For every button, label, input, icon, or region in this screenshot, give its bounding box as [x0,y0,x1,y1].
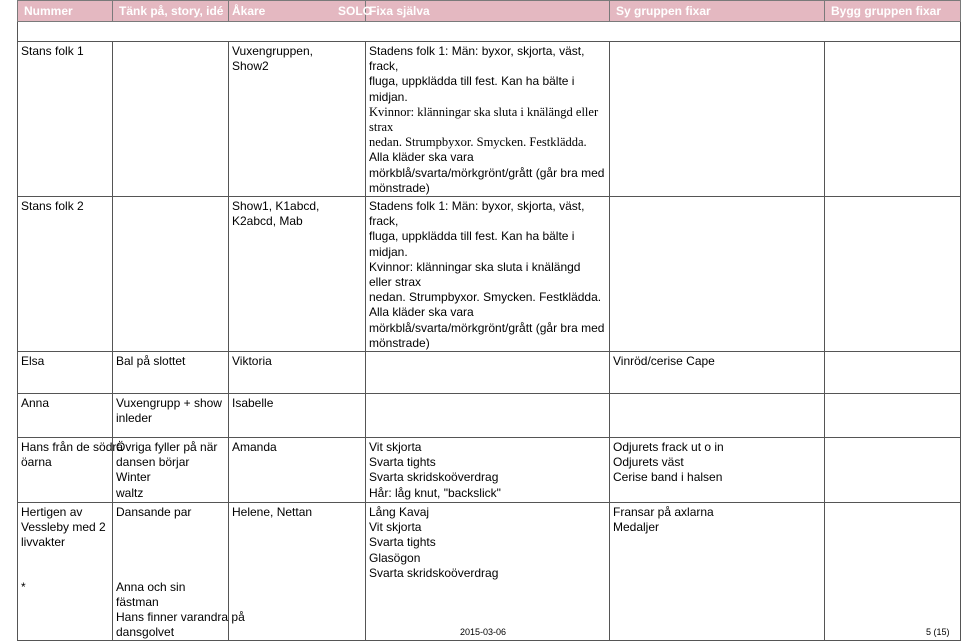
col-fixa: SOLO Fixa själva [366,1,610,22]
cell-akare: Helene, Nettan [229,503,366,641]
cell-nummer: * [18,578,113,641]
table-row [18,197,961,352]
table-row [18,503,961,578]
table-row [18,394,961,438]
cell-bygg [825,352,961,394]
cell-story: Dansande par [113,503,229,578]
costume-table [17,0,961,641]
cell-fixa [366,394,610,438]
footer-date: 2015-03-06 [460,627,507,637]
table-row [18,42,961,197]
spacer-row [18,22,961,42]
cell-nummer: Stans folk 2 [18,197,113,352]
col-nummer: Nummer [18,1,113,22]
cell-sy: Fransar på axlarna Medaljer [610,503,825,641]
cell-akare: Viktoria [229,352,366,394]
cell-nummer: Elsa [18,352,113,394]
cell-nummer: Hans från de södra öarna [18,438,113,503]
cell-bygg [825,42,961,197]
cell-akare: Isabelle [229,394,366,438]
cell-akare: Vuxengruppen, Show2 [229,42,366,197]
header-row [18,1,961,22]
cell-nummer: Hertigen av Vessleby med 2 livvakter [18,503,113,578]
table-row [18,438,961,503]
cell-bygg [825,197,961,352]
col-bygg: Bygg gruppen fixar [825,1,961,22]
cell-story: Anna och sin fästman Hans finner varandra på dansgolvet [113,578,229,641]
table-row [18,352,961,394]
cell-sy [610,394,825,438]
cell-fixa: Vit skjorta Svarta tights Svarta skridskoöverdrag Hår: låg knut, "backslick" [366,438,610,503]
cell-bygg [825,438,961,503]
col-solo: SOLO [338,4,373,18]
col-story: Tänk på, story, idé [113,1,229,22]
cell-story: Övriga fyller på när dansen börjar Winter waltz [113,438,229,503]
cell-sy: Vinröd/cerise Cape [610,352,825,394]
cell-bygg [825,503,961,641]
cell-nummer: Anna [18,394,113,438]
cell-story [113,42,229,197]
col-sy: Sy gruppen fixar [610,1,825,22]
cell-fixa: Stadens folk 1: Män: byxor, skjorta, väst, frack, fluga, uppklädda till fest. Kan ha bälte i midjan. Kvinnor: klänningar ska sluta i knälängd eller strax nedan. Strumpbyxor. Smycken. Festklädda. Alla kläder ska vara mörkblå/svarta/mörkgrönt/grått (går bra med mönstrade) [366,42,610,197]
cell-fixa: Stadens folk 1: Män: byxor, skjorta, väst, frack, fluga, uppklädda till fest. Kan ha bälte i midjan. Kvinnor: klänningar ska sluta i knälängd eller strax nedan. Strumpbyxor. Smycken. Festklädda. Alla kläder ska vara mörkblå/svarta/mörkgrönt/grått (går bra med mönstrade) [366,197,610,352]
cell-fixa [366,352,610,394]
cell-sy [610,42,825,197]
cell-story: Bal på slottet [113,352,229,394]
cell-sy: Odjurets frack ut o in Odjurets väst Cerise band i halsen [610,438,825,503]
cell-bygg [825,394,961,438]
footer-page: 5 (15) [926,627,950,637]
col-akare: Åkare [229,1,366,22]
cell-fixa: Lång Kavaj Vit skjorta Svarta tights Glasögon Svarta skridskoöverdrag [366,503,610,641]
cell-akare: Amanda [229,438,366,503]
cell-nummer: Stans folk 1 [18,42,113,197]
cell-story: Vuxengrupp + show inleder [113,394,229,438]
cell-sy [610,197,825,352]
cell-story [113,197,229,352]
cell-akare: Show1, K1abcd, K2abcd, Mab [229,197,366,352]
